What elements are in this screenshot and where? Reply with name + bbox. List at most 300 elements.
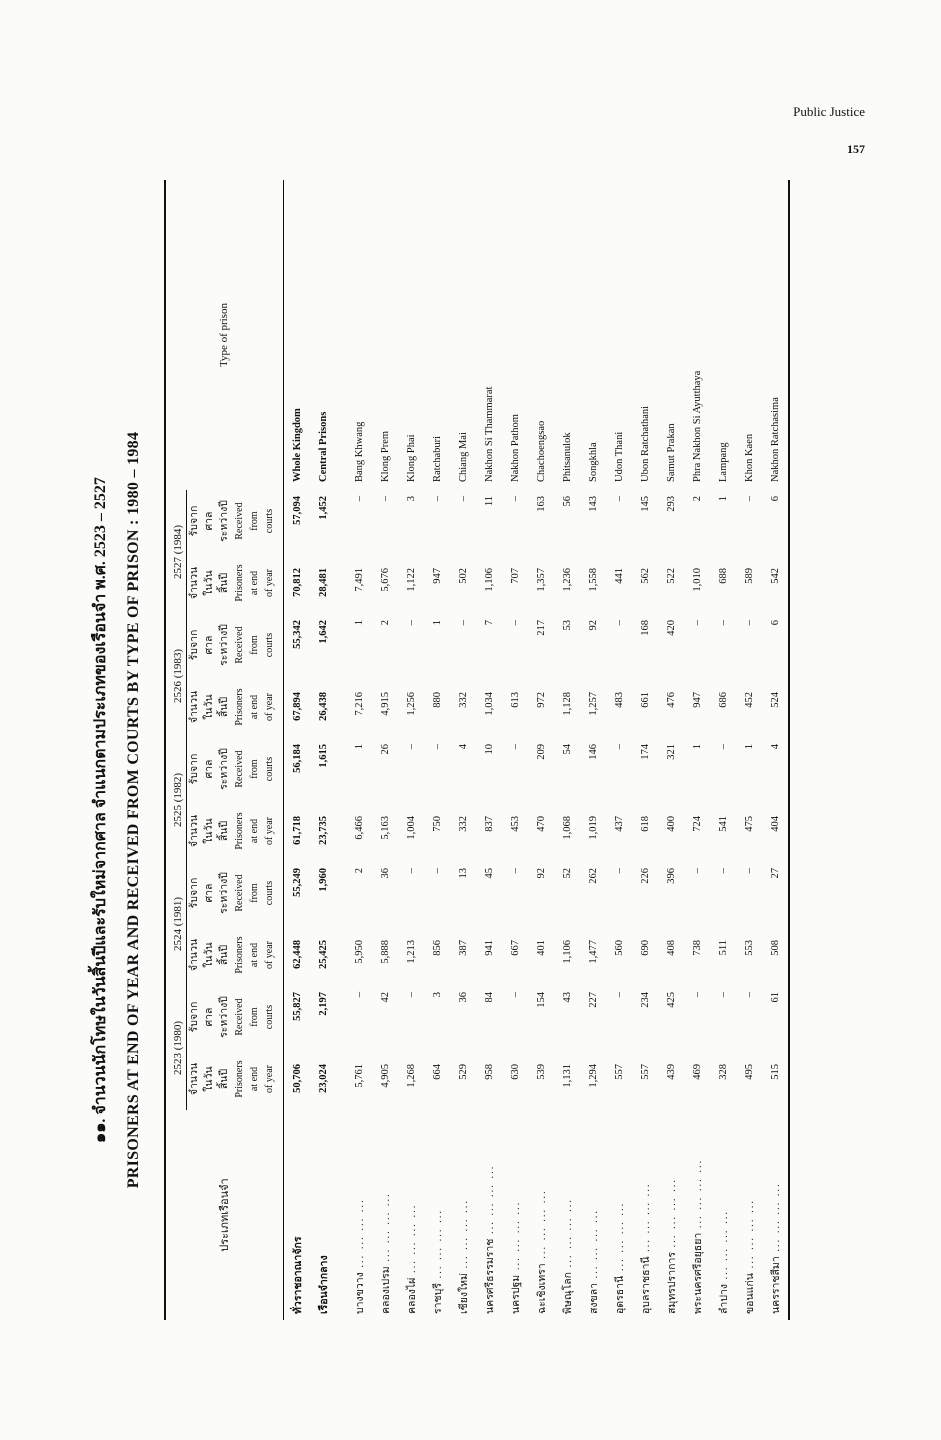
english-prison-name: Khon Kaen: [743, 433, 755, 482]
received-from-courts-cell: 84: [483, 992, 495, 1003]
prisoners-end-of-year-cell: 7,491: [353, 568, 365, 592]
prisoners-end-of-year-cell: 515: [769, 1064, 781, 1080]
subheader-received: from: [249, 511, 260, 531]
thai-prison-label: เชียงใหม่: [458, 1273, 470, 1314]
prisoners-end-of-year-cell: 1,558: [587, 568, 599, 592]
prisoners-end-of-year-cell: 557: [613, 1064, 625, 1080]
table-row: [476, 180, 502, 1320]
received-from-courts-cell: –: [509, 868, 521, 874]
received-from-courts-cell: 1: [691, 744, 703, 750]
english-prison-name: Ubon Ratchathani: [639, 405, 651, 482]
english-prison-name: Chiang Mai: [457, 432, 469, 482]
received-from-courts-cell: 26: [379, 744, 391, 755]
subheader-prisoners: of year: [264, 816, 275, 846]
prisoners-end-of-year-cell: 439: [665, 1064, 677, 1080]
prisoners-end-of-year-cell: 1,294: [587, 1064, 599, 1088]
prisoners-end-of-year-cell: 5,163: [379, 816, 391, 840]
subheader-prisoners: ในวัน: [204, 1066, 215, 1092]
thai-prison-label: พิษณุโลก: [562, 1271, 574, 1314]
thai-prison-label: เรือนจำกลาง: [318, 1255, 330, 1314]
english-prison-name: Nakhon Pathom: [509, 414, 521, 482]
received-from-courts-cell: 11: [483, 496, 495, 507]
prisoners-end-of-year-cell: 495: [743, 1064, 755, 1080]
prisoners-end-of-year-cell: 1,122: [405, 568, 417, 592]
thai-prison-name: [310, 1110, 336, 1320]
prisoners-end-of-year-cell: 562: [639, 568, 651, 584]
received-from-courts-cell: 2: [353, 868, 365, 874]
prisoners-end-of-year-cell: 470: [535, 816, 547, 832]
table-row: [372, 180, 398, 1320]
prisoners-end-of-year-cell: 707: [509, 568, 521, 584]
prisoners-end-of-year-cell: 328: [717, 1064, 729, 1080]
received-from-courts-cell: 1: [743, 744, 755, 750]
english-prison-name: Whole Kingdom: [291, 408, 303, 482]
leader-dots: ... ... ... ...: [536, 1189, 548, 1264]
received-from-courts-cell: 55,342: [291, 620, 303, 649]
subheader-prisoners: ในวัน: [204, 818, 215, 844]
received-from-courts-cell: –: [353, 496, 365, 502]
received-from-courts-cell: 262: [587, 868, 599, 884]
received-from-courts-cell: 146: [587, 744, 599, 760]
received-from-courts-cell: –: [743, 620, 755, 626]
thai-prison-label: ฉะเชิงเทรา: [536, 1263, 548, 1314]
leader-dots: ... ... ... ...: [640, 1182, 652, 1257]
prisoners-end-of-year-cell: 1,004: [405, 816, 417, 840]
received-from-courts-cell: 6: [769, 620, 781, 626]
subheader-prisoners: Prisoners: [234, 688, 245, 726]
received-from-courts-cell: –: [717, 620, 729, 626]
table-row: [762, 180, 789, 1320]
prisoners-end-of-year-cell: 688: [717, 568, 729, 584]
received-from-courts-cell: –: [691, 868, 703, 874]
prisoners-end-of-year-cell: 630: [509, 1064, 521, 1080]
english-prison-name: Songkhla: [587, 442, 599, 482]
leader-dots: ... ... ... ...: [354, 1198, 366, 1273]
received-from-courts-cell: –: [743, 496, 755, 502]
prisoners-end-of-year-cell: 502: [457, 568, 469, 584]
received-from-courts-cell: –: [613, 620, 625, 626]
subheader-prisoners: of year: [264, 692, 275, 722]
subheader-prisoners: สิ้นปี: [219, 696, 230, 718]
leader-dots: ... ... ... ...: [744, 1199, 756, 1274]
thai-prison-name: [346, 1110, 372, 1320]
table-row: [658, 180, 684, 1320]
thai-prison-name: [710, 1110, 736, 1320]
prisoners-end-of-year-cell: 738: [691, 940, 703, 956]
prisoners-end-of-year-cell: 1,477: [587, 940, 599, 964]
prisoners-end-of-year-cell: 524: [769, 692, 781, 708]
received-from-courts-cell: 10: [483, 744, 495, 755]
prisoners-end-of-year-cell: 958: [483, 1064, 495, 1080]
subheader-received: courts: [264, 632, 275, 658]
leader-dots: ... ... ... ...: [458, 1199, 470, 1274]
prisoners-end-of-year-cell: 750: [431, 816, 443, 832]
prisoners-end-of-year-cell: 23,735: [317, 816, 329, 845]
prisoners-end-of-year-cell: 437: [613, 816, 625, 832]
received-from-courts-cell: 234: [639, 992, 651, 1008]
received-from-courts-cell: 7: [483, 620, 495, 626]
subheader-received: Received: [234, 750, 245, 788]
subheader-received: ศาล: [204, 635, 215, 655]
received-from-courts-cell: –: [613, 868, 625, 874]
subheader-received: Received: [234, 502, 245, 540]
received-from-courts-cell: 36: [379, 868, 391, 879]
thai-prison-name: [762, 1110, 789, 1320]
received-from-courts-cell: 4: [457, 744, 469, 750]
subheader-received: รับจาก: [189, 505, 200, 537]
thai-prison-label: นครปฐม: [510, 1274, 522, 1314]
thai-prison-label: ขอนแก่น: [744, 1273, 756, 1314]
subheader-prisoners: at end: [249, 942, 260, 968]
prisoners-end-of-year-cell: 408: [665, 940, 677, 956]
prisoners-end-of-year-cell: 1,257: [587, 692, 599, 716]
subheader-received: ศาล: [204, 883, 215, 903]
prisoners-end-of-year-cell: 1,236: [561, 568, 573, 592]
received-from-courts-cell: 36: [457, 992, 469, 1003]
received-from-courts-cell: 53: [561, 620, 573, 631]
thai-prison-label: อุบลราชธานี: [640, 1256, 652, 1314]
prisoners-end-of-year-cell: 947: [691, 692, 703, 708]
subheader-received: courts: [264, 756, 275, 782]
prisoners-end-of-year-cell: 404: [769, 816, 781, 832]
prisoners-end-of-year-cell: 972: [535, 692, 547, 708]
thai-prison-name: [684, 1110, 710, 1320]
thai-prison-label: คลองไผ่: [406, 1277, 418, 1314]
english-prison-name: Nakhon Ratchasima: [769, 397, 781, 482]
page-header: [793, 104, 865, 157]
thai-prison-label: นครศรีธรรมราช: [484, 1238, 496, 1314]
received-from-courts-cell: –: [457, 620, 469, 626]
received-from-courts-cell: 1,452: [317, 496, 329, 520]
received-from-courts-cell: –: [431, 496, 443, 502]
subheader-prisoners: at end: [249, 1066, 260, 1092]
received-from-courts-cell: 217: [535, 620, 547, 636]
prisoners-end-of-year-cell: 6,466: [353, 816, 365, 840]
year-header: 2526 (1983): [172, 614, 187, 738]
received-from-courts-cell: 1: [431, 620, 443, 626]
table-row: [398, 180, 424, 1320]
received-from-courts-cell: 227: [587, 992, 599, 1008]
received-from-courts-cell: –: [717, 744, 729, 750]
prisoners-end-of-year-cell: 589: [743, 568, 755, 584]
rotated-table-page: [84, 180, 864, 1320]
received-from-courts-cell: –: [405, 620, 417, 626]
subheader-prisoners: ในวัน: [204, 694, 215, 720]
prisoners-end-of-year-cell: 541: [717, 816, 729, 832]
prisoners-end-of-year-cell: 332: [457, 816, 469, 832]
english-prison-name: Ratchaburi: [431, 435, 443, 482]
prisoners-end-of-year-cell: 560: [613, 940, 625, 956]
received-from-courts-cell: –: [613, 992, 625, 998]
leader-dots: ... ... ... ...: [406, 1203, 418, 1278]
received-from-courts-cell: 321: [665, 744, 677, 760]
received-from-courts-cell: 143: [587, 496, 599, 512]
english-prison-name: Nakhon Si Thammarat: [483, 386, 495, 482]
subheader-received: รับจาก: [189, 877, 200, 909]
prisoners-end-of-year-cell: 483: [613, 692, 625, 708]
received-from-courts-cell: –: [457, 496, 469, 502]
thai-prison-label: นครราชสีมา: [770, 1256, 782, 1314]
thai-prison-name: [528, 1110, 554, 1320]
table-row: [284, 180, 311, 1320]
prisoners-end-of-year-cell: 62,448: [291, 940, 303, 969]
table-titles: [84, 180, 164, 1320]
received-from-courts-cell: –: [717, 868, 729, 874]
received-from-courts-cell: 3: [431, 992, 443, 998]
english-prison-name: Udon Thani: [613, 431, 625, 482]
received-from-courts-cell: 27: [769, 868, 781, 879]
received-from-courts-cell: 1,642: [317, 620, 329, 644]
subheader-received: ระหว่างปี: [219, 996, 230, 1038]
prisoners-end-of-year-cell: 1,019: [587, 816, 599, 840]
received-from-courts-cell: 55,249: [291, 868, 303, 897]
subheader-received: courts: [264, 880, 275, 906]
prisoners-end-of-year-cell: 542: [769, 568, 781, 584]
prisoners-end-of-year-cell: 1,034: [483, 692, 495, 716]
english-prison-name: Central Prisons: [317, 411, 329, 482]
subheader-prisoners: ในวัน: [204, 570, 215, 596]
received-from-courts-cell: 154: [535, 992, 547, 1008]
received-from-courts-cell: 92: [535, 868, 547, 879]
subheader-prisoners: จำนวน: [189, 814, 200, 848]
prisoners-end-of-year-cell: 618: [639, 816, 651, 832]
received-from-courts-cell: –: [353, 992, 365, 998]
subheader-received: Received: [234, 626, 245, 664]
subheader-prisoners: at end: [249, 570, 260, 596]
table-row: [528, 180, 554, 1320]
table-row: [580, 180, 606, 1320]
subheader-prisoners: Prisoners: [234, 564, 245, 602]
prisoners-end-of-year-cell: 724: [691, 816, 703, 832]
received-from-courts-cell: 145: [639, 496, 651, 512]
table-row: [346, 180, 372, 1320]
received-from-courts-cell: 43: [561, 992, 573, 1003]
prisoners-end-of-year-cell: 690: [639, 940, 651, 956]
thai-prison-name: [736, 1110, 762, 1320]
subheader-received: รับจาก: [189, 629, 200, 661]
prisoners-end-of-year-cell: 5,761: [353, 1064, 365, 1088]
leader-dots: ... ... ... ...: [770, 1182, 782, 1257]
english-prison-name: Phra Nakhon Si Ayutthaya: [691, 370, 703, 482]
english-prison-name: Klong Phai: [405, 434, 417, 482]
received-from-courts-cell: 209: [535, 744, 547, 760]
subheader-received: from: [249, 635, 260, 655]
received-from-courts-cell: –: [379, 496, 391, 502]
subheader-received: from: [249, 1007, 260, 1027]
prisoners-end-of-year-cell: 539: [535, 1064, 547, 1080]
subheader-received: from: [249, 759, 260, 779]
leader-dots: ... ... ... ...: [588, 1208, 600, 1283]
received-from-courts-cell: 4: [769, 744, 781, 750]
subheader-received: ศาล: [204, 511, 215, 531]
prison-statistics-table: [164, 180, 794, 1320]
prisoners-end-of-year-cell: 5,950: [353, 940, 365, 964]
prisoners-end-of-year-cell: 511: [717, 940, 729, 956]
subheader-prisoners: จำนวน: [189, 566, 200, 600]
prisoners-end-of-year-cell: 61,718: [291, 816, 303, 845]
subheader-prisoners: of year: [264, 568, 275, 598]
table-row: [424, 180, 450, 1320]
thai-prison-name: [554, 1110, 580, 1320]
table-row: [736, 180, 762, 1320]
prisoners-end-of-year-cell: 837: [483, 816, 495, 832]
thai-prison-label: ราชบุรี: [432, 1283, 444, 1314]
prisoners-end-of-year-cell: 1,128: [561, 692, 573, 716]
subheader-received: ระหว่างปี: [219, 748, 230, 790]
received-from-courts-cell: 2: [379, 620, 391, 626]
prisoners-end-of-year-cell: 26,438: [317, 692, 329, 721]
subheader-prisoners: จำนวน: [189, 938, 200, 972]
leader-dots: ... ... ... ...: [510, 1200, 522, 1275]
subheader-received: from: [249, 883, 260, 903]
prisoners-end-of-year-cell: 667: [509, 940, 521, 956]
received-from-courts-cell: 56: [561, 496, 573, 507]
thai-prison-name: [502, 1110, 528, 1320]
received-from-courts-cell: 1: [353, 744, 365, 750]
thai-prison-name: [658, 1110, 684, 1320]
table-row: [632, 180, 658, 1320]
thai-prison-name: [476, 1110, 502, 1320]
prisoners-end-of-year-cell: 508: [769, 940, 781, 956]
subheader-received: ระหว่างปี: [219, 872, 230, 914]
subheader-prisoners: สิ้นปี: [219, 1068, 230, 1090]
received-from-courts-cell: 396: [665, 868, 677, 884]
english-prison-name: Bang Khwang: [353, 421, 365, 482]
received-from-courts-cell: 1,960: [317, 868, 329, 892]
prisoners-end-of-year-cell: 475: [743, 816, 755, 832]
prisoners-end-of-year-cell: 947: [431, 568, 443, 584]
received-from-courts-cell: 1,615: [317, 744, 329, 768]
prisoners-end-of-year-cell: 557: [639, 1064, 651, 1080]
received-from-courts-cell: 174: [639, 744, 651, 760]
received-from-courts-cell: 226: [639, 868, 651, 884]
received-from-courts-cell: 1: [353, 620, 365, 626]
thai-prison-label: อุดรธานี: [614, 1275, 626, 1314]
leader-dots: ... ... ... ...: [718, 1209, 730, 1284]
prisoners-end-of-year-cell: 400: [665, 816, 677, 832]
received-from-courts-cell: 61: [769, 992, 781, 1003]
prisoners-end-of-year-cell: 880: [431, 692, 443, 708]
prisoners-end-of-year-cell: 50,706: [291, 1064, 303, 1093]
received-from-courts-cell: –: [613, 496, 625, 502]
subheader-prisoners: สิ้นปี: [219, 572, 230, 594]
prisoners-end-of-year-cell: 28,481: [317, 568, 329, 597]
subheader-received: ศาล: [204, 759, 215, 779]
received-from-courts-cell: 55,827: [291, 992, 303, 1021]
thai-prison-name: [450, 1110, 476, 1320]
table-row: [684, 180, 710, 1320]
year-header: 2525 (1982): [172, 738, 187, 862]
thai-prison-label: บางขวาง: [354, 1272, 366, 1314]
prisoners-end-of-year-cell: 1,357: [535, 568, 547, 592]
received-from-courts-cell: –: [743, 992, 755, 998]
prisoners-end-of-year-cell: 5,676: [379, 568, 391, 592]
table-row: [502, 180, 528, 1320]
received-from-courts-cell: 92: [587, 620, 599, 631]
subheader-received: courts: [264, 508, 275, 534]
english-prison-name: Samut Prakan: [665, 423, 677, 482]
leader-dots: ... ... ... ...: [666, 1178, 678, 1252]
received-from-courts-cell: 168: [639, 620, 651, 636]
received-from-courts-cell: –: [405, 992, 417, 998]
thai-prison-name: [606, 1110, 632, 1320]
subheader-received: courts: [264, 1004, 275, 1030]
table-row: [450, 180, 476, 1320]
subheader-prisoners: Prisoners: [234, 812, 245, 850]
thai-prison-name: [284, 1110, 311, 1320]
received-from-courts-cell: 1: [717, 496, 729, 502]
thai-prison-name: [580, 1110, 606, 1320]
subheader-prisoners: of year: [264, 940, 275, 970]
received-from-courts-cell: 3: [405, 496, 417, 502]
subheader-received: Received: [234, 874, 245, 912]
prisoners-end-of-year-cell: 5,888: [379, 940, 391, 964]
row-spacer: [336, 180, 346, 1320]
received-from-courts-cell: –: [691, 620, 703, 626]
section-title: Public Justice: [793, 104, 865, 119]
page-number: 157: [847, 142, 865, 156]
prisoners-end-of-year-cell: 23,024: [317, 1064, 329, 1093]
prisoners-end-of-year-cell: 1,068: [561, 816, 573, 840]
prisoners-end-of-year-cell: 1,106: [561, 940, 573, 964]
table-row: [554, 180, 580, 1320]
thai-prison-label: ลำปาง: [718, 1283, 730, 1314]
subheader-prisoners: จำนวน: [189, 690, 200, 724]
leader-dots: ... ... ... ...: [614, 1201, 626, 1276]
prisoners-end-of-year-cell: 529: [457, 1064, 469, 1080]
year-header: 2527 (1984): [172, 490, 187, 614]
received-from-courts-cell: –: [509, 992, 521, 998]
prisoners-end-of-year-cell: 664: [431, 1064, 443, 1080]
thai-prison-name: [424, 1110, 450, 1320]
prisoners-end-of-year-cell: 1,256: [405, 692, 417, 716]
subheader-received: ระหว่างปี: [219, 500, 230, 542]
subheader-prisoners: สิ้นปี: [219, 820, 230, 842]
received-from-courts-cell: –: [509, 620, 521, 626]
received-from-courts-cell: –: [717, 992, 729, 998]
leader-dots: ... ... ... ...: [380, 1192, 392, 1267]
leader-dots: ... ... ... ...: [432, 1209, 444, 1284]
received-from-courts-cell: 6: [769, 496, 781, 502]
year-header: 2523 (1980): [172, 986, 187, 1110]
thai-prison-label: ทั่วราชอาณาจักร: [292, 1236, 304, 1314]
received-from-courts-cell: 54: [561, 744, 573, 755]
received-from-courts-cell: –: [509, 744, 521, 750]
received-from-courts-cell: –: [431, 744, 443, 750]
subheader-received: รับจาก: [189, 753, 200, 785]
english-prison-name: Phitsanulok: [561, 432, 573, 482]
english-title: PRISONERS AT END OF YEAR AND RECEIVED FROM COURTS BY TYPE OF PRISON : 1980 – 1984: [125, 431, 142, 1189]
subheader-prisoners: at end: [249, 694, 260, 720]
prisoners-end-of-year-cell: 401: [535, 940, 547, 956]
prisoners-end-of-year-cell: 25,425: [317, 940, 329, 969]
subheader-received: ระหว่างปี: [219, 624, 230, 666]
prisoners-end-of-year-cell: 476: [665, 692, 677, 708]
received-from-courts-cell: –: [743, 868, 755, 874]
subheader-received: รับจาก: [189, 1001, 200, 1033]
prisoners-end-of-year-cell: 441: [613, 568, 625, 584]
prisoners-end-of-year-cell: 686: [717, 692, 729, 708]
prisoners-end-of-year-cell: 856: [431, 940, 443, 956]
prisoners-end-of-year-cell: 613: [509, 692, 521, 708]
received-from-courts-cell: 42: [379, 992, 391, 1003]
prisoners-end-of-year-cell: 661: [639, 692, 651, 708]
prisoners-end-of-year-cell: 469: [691, 1064, 703, 1080]
english-type-header: Type of prison: [217, 303, 230, 367]
table-row: [310, 180, 336, 1320]
prisoners-end-of-year-cell: 70,812: [291, 568, 303, 597]
prisoners-end-of-year-cell: 553: [743, 940, 755, 956]
